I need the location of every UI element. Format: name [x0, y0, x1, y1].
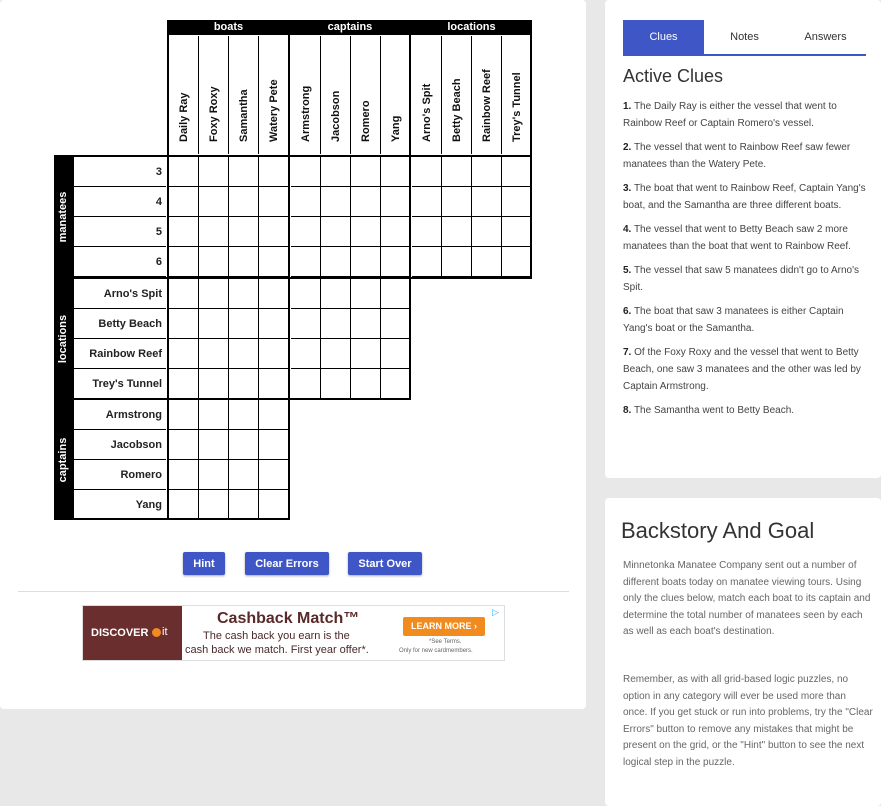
grid-cell[interactable] [442, 247, 472, 277]
start-over-button[interactable]: Start Over [348, 552, 422, 575]
grid-cell[interactable] [291, 187, 321, 217]
clue-item[interactable]: 5. The vessel that saw 5 manatees didn't go to Arno's Spit. [623, 265, 860, 293]
column-header: Rainbow Reef [472, 36, 502, 154]
grid-cell[interactable] [199, 400, 229, 430]
grid-cell[interactable] [291, 339, 321, 369]
grid-cell[interactable] [259, 187, 289, 217]
row-label: 5 [74, 218, 166, 247]
grid-cell[interactable] [229, 157, 259, 187]
ad-terms: *See Terms. [429, 639, 462, 645]
grid-cell[interactable] [169, 279, 199, 309]
grid-cell[interactable] [229, 490, 259, 520]
grid-cell[interactable] [381, 339, 411, 369]
learn-more-button[interactable]: LEARN MORE › [403, 617, 485, 636]
grid-cell[interactable] [502, 187, 532, 217]
grid-cell[interactable] [199, 187, 229, 217]
grid-cell[interactable] [472, 187, 502, 217]
grid-cell[interactable] [351, 279, 381, 309]
orb-icon [152, 628, 161, 637]
grid-cell[interactable] [321, 339, 351, 369]
grid-cell[interactable] [351, 187, 381, 217]
backstory-reminder: Remember, as with all grid-based logic puzzles, no option in any category will ever be used more than once. If you get stuck or run into problems, try the "Clear Errors" button to remove any mistakes that might be present on the grid, or the "Hint" button to see the next logical step in the puzzle. [623, 674, 873, 768]
row-label: 4 [74, 188, 166, 217]
grid-cell[interactable] [169, 247, 199, 277]
grid-cell[interactable] [229, 247, 259, 277]
grid-cell[interactable] [321, 309, 351, 339]
category-header-locations: locations [411, 20, 532, 35]
grid-cell[interactable] [259, 339, 289, 369]
category-header-captains-side: captains [54, 400, 72, 519]
grid-cell[interactable] [199, 430, 229, 460]
grid-cell[interactable] [291, 279, 321, 309]
logic-grid [0, 0, 586, 530]
row-label: Jacobson [74, 431, 166, 460]
clue-item[interactable]: 1. The Daily Ray is either the vessel that went to Rainbow Reef or Captain Romero's vessel. [623, 101, 837, 129]
ad-line-1: The cash back you earn is the [203, 630, 350, 642]
grid-cell[interactable] [229, 400, 259, 430]
grid-cell[interactable] [199, 460, 229, 490]
grid-cell[interactable] [229, 279, 259, 309]
grid-cell[interactable] [199, 309, 229, 339]
grid-cell[interactable] [199, 279, 229, 309]
grid-cell[interactable] [199, 157, 229, 187]
grid-cell[interactable] [442, 187, 472, 217]
grid-cell[interactable] [321, 157, 351, 187]
grid-cell[interactable] [442, 157, 472, 187]
column-header: Armstrong [291, 36, 321, 154]
column-header: Yang [381, 36, 411, 154]
clue-item[interactable]: 4. The vessel that went to Betty Beach saw 2 more manatees than the boat that went to Rainbow Reef. [623, 224, 851, 252]
grid-cell[interactable] [351, 247, 381, 277]
grid-cell[interactable] [169, 217, 199, 247]
grid-cell[interactable] [381, 157, 411, 187]
grid-cell[interactable] [169, 490, 199, 520]
grid-cell[interactable] [381, 369, 411, 399]
column-header: Daily Ray [169, 36, 199, 154]
ad-choices-icon[interactable]: ▷ [492, 607, 499, 617]
grid-cell[interactable] [381, 217, 411, 247]
category-header-captains: captains [290, 20, 410, 35]
grid-cell[interactable] [229, 339, 259, 369]
grid-cell[interactable] [259, 247, 289, 277]
grid-cell[interactable] [291, 309, 321, 339]
grid-cell[interactable] [229, 309, 259, 339]
category-header-manatees: manatees [54, 157, 72, 277]
grid-cell[interactable] [259, 430, 289, 460]
clue-list [623, 98, 869, 426]
grid-cell[interactable] [259, 157, 289, 187]
grid-cell[interactable] [259, 490, 289, 520]
grid-cell[interactable] [259, 217, 289, 247]
column-header: Watery Pete [259, 36, 289, 154]
grid-cell[interactable] [199, 217, 229, 247]
tab-answers[interactable]: Answers [804, 31, 847, 43]
grid-cell[interactable] [169, 339, 199, 369]
grid-cell[interactable] [472, 157, 502, 187]
column-header: Betty Beach [442, 36, 472, 154]
clue-item[interactable]: 6. The boat that saw 3 manatees is either Captain Yang's boat or the Samantha. [623, 306, 844, 334]
grid-cell[interactable] [351, 217, 381, 247]
clues-panel [605, 0, 881, 478]
grid-cell[interactable] [351, 157, 381, 187]
grid-cell[interactable] [169, 187, 199, 217]
grid-cell[interactable] [229, 369, 259, 399]
grid-cell[interactable] [321, 217, 351, 247]
clues-title: Active Clues [623, 66, 724, 86]
grid-cell[interactable] [229, 187, 259, 217]
clue-item[interactable]: 3. The boat that went to Rainbow Reef, Captain Yang's boat, and the Samantha are three different boats. [623, 183, 866, 211]
grid-cell[interactable] [229, 460, 259, 490]
grid-cell[interactable] [412, 157, 442, 187]
grid-cell[interactable] [412, 247, 442, 277]
grid-cell[interactable] [291, 369, 321, 399]
grid-cell[interactable] [169, 460, 199, 490]
grid-cell[interactable] [502, 247, 532, 277]
row-label: Arno's Spit [74, 280, 166, 309]
grid-cell[interactable] [502, 217, 532, 247]
grid-cell[interactable] [412, 187, 442, 217]
grid-cell[interactable] [259, 279, 289, 309]
grid-cell[interactable] [472, 247, 502, 277]
grid-cell[interactable] [169, 369, 199, 399]
grid-cell[interactable] [259, 309, 289, 339]
grid-cell[interactable] [199, 247, 229, 277]
row-label: Romero [74, 461, 166, 490]
backstory-title: Backstory And Goal [621, 518, 815, 543]
backstory-text: Minnetonka Manatee Company sent out a number of different boats today on manatee viewing tours. Using only the clues below, match each boat to its captain and determine the total number of manatees seen by each as well as each boat's destination. [623, 560, 871, 637]
tab-clues[interactable]: Clues [623, 20, 704, 54]
grid-cell[interactable] [169, 400, 199, 430]
row-label: 6 [74, 248, 166, 277]
hint-button[interactable]: Hint [183, 552, 225, 575]
column-header: Jacobson [321, 36, 351, 154]
grid-cell[interactable] [351, 369, 381, 399]
grid-cell[interactable] [169, 309, 199, 339]
ad-banner[interactable] [82, 605, 505, 661]
backstory-panel [605, 498, 881, 806]
row-label: Trey's Tunnel [74, 370, 166, 399]
row-label: Armstrong [74, 401, 166, 430]
grid-cell[interactable] [229, 217, 259, 247]
grid-cell[interactable] [472, 217, 502, 247]
clue-item[interactable]: 7. Of the Foxy Roxy and the vessel that went to Betty Beach, one saw 3 manatees and the other was led by Captain Armstrong. [623, 347, 861, 392]
grid-cell[interactable] [291, 247, 321, 277]
grid-cell[interactable] [412, 217, 442, 247]
grid-cell[interactable] [321, 247, 351, 277]
ad-terms-note: Only for new cardmembers. [399, 648, 473, 654]
grid-cell[interactable] [199, 490, 229, 520]
grid-cell[interactable] [381, 279, 411, 309]
clear-errors-button[interactable]: Clear Errors [245, 552, 329, 575]
column-header: Romero [351, 36, 381, 154]
grid-cell[interactable] [291, 157, 321, 187]
row-label: 3 [74, 158, 166, 187]
grid-cell[interactable] [502, 157, 532, 187]
clue-item[interactable]: 8. The Samantha went to Betty Beach. [623, 405, 795, 416]
grid-cell[interactable] [351, 309, 381, 339]
grid-cell[interactable] [199, 369, 229, 399]
grid-cell[interactable] [229, 430, 259, 460]
tab-bar [623, 20, 866, 56]
ad-title: Cashback Match™ [217, 610, 360, 627]
ad-brand-suffix: it [162, 626, 168, 638]
grid-cell[interactable] [442, 217, 472, 247]
discover-logo: DISCOVER [91, 627, 161, 639]
row-label: Rainbow Reef [74, 340, 166, 369]
grid-cell[interactable] [291, 217, 321, 247]
grid-cell[interactable] [381, 247, 411, 277]
grid-cell[interactable] [381, 187, 411, 217]
column-header: Trey's Tunnel [502, 36, 532, 154]
column-header: Foxy Roxy [199, 36, 229, 154]
grid-cell[interactable] [259, 400, 289, 430]
divider [18, 591, 569, 592]
grid-cell[interactable] [169, 430, 199, 460]
grid-cell[interactable] [169, 157, 199, 187]
grid-cell[interactable] [321, 369, 351, 399]
grid-cell[interactable] [259, 460, 289, 490]
row-label: Yang [74, 491, 166, 520]
grid-cell[interactable] [351, 339, 381, 369]
column-header: Samantha [229, 36, 259, 154]
tab-notes[interactable]: Notes [730, 31, 759, 43]
grid-cell[interactable] [259, 369, 289, 399]
ad-line-2: cash back we match. First year offer*. [185, 644, 369, 656]
grid-cell[interactable] [199, 339, 229, 369]
category-header-locations-side: locations [54, 279, 72, 398]
grid-cell[interactable] [321, 279, 351, 309]
clue-item[interactable]: 2. The vessel that went to Rainbow Reef saw fewer manatees than the Watery Pete. [623, 142, 851, 170]
category-header-boats: boats [168, 20, 289, 35]
column-header: Arno's Spit [412, 36, 442, 154]
grid-cell[interactable] [321, 187, 351, 217]
row-label: Betty Beach [74, 310, 166, 339]
grid-cell[interactable] [381, 309, 411, 339]
